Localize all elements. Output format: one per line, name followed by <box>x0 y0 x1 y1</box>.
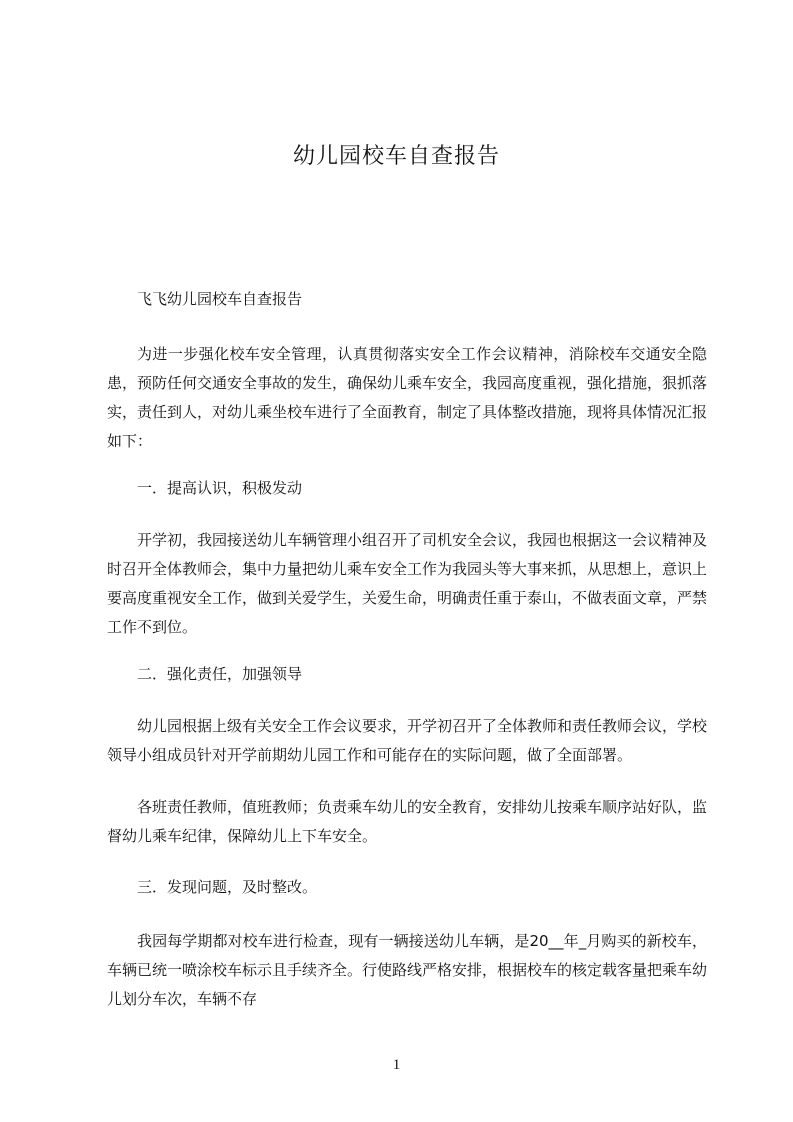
section-2-paragraph-2: 各班责任教师，值班教师；负责乘车幼儿的安全教育，安排幼儿按乘车顺序站好队，监督幼儿乘车纪律，保障幼儿上下车安全。 <box>107 798 708 845</box>
section-2-paragraph-1: 幼儿园根据上级有关安全工作会议要求，开学初召开了全体教师和责任教师会议，学校领导小组成员针对开学前期幼儿园工作和可能存在的实际问题，做了全面部署。 <box>107 717 708 764</box>
section-1-paragraph: 开学初，我园接送幼儿车辆管理小组召开了司机安全会议，我园也根据这一会议精神及时召开全体教师会，集中力量把幼儿乘车安全工作为我园头等大事来抓，从思想上，意识上要高度重视安全工作，做到关爱学生，关爱生命，明确责任重于泰山，不做表面文章，严禁工作不到位。 <box>107 531 708 636</box>
section-2-heading: 二．强化责任，加强领导 <box>137 665 303 683</box>
section-3-heading: 三．发现问题，及时整改。 <box>137 878 318 896</box>
document-subtitle: 飞飞幼儿园校车自查报告 <box>137 290 303 308</box>
page-number: 1 <box>392 1057 401 1073</box>
section-3-paragraph: 我园每学期都对校车进行检查，现有一辆接送幼儿车辆，是20__年_月购买的新校车，车辆已统一喷涂校车标示且手续齐全。行使路线严格安排，根据校车的核定载客量把乘车幼儿划分车次，车辆不存 <box>107 932 708 1008</box>
section-1-heading: 一．提高认识，积极发动 <box>137 479 303 497</box>
intro-paragraph: 为进一步强化校车安全管理，认真贯彻落实安全工作会议精神，消除校车交通安全隐患，预防任何交通安全事故的发生，确保幼儿乘车安全，我园高度重视，强化措施，狠抓落实，责任到人，对幼儿乘坐校车进行了全面教育，制定了具体整改措施，现将具体情况汇报如下： <box>107 345 708 450</box>
document-title: 幼儿园校车自查报告 <box>292 144 500 169</box>
